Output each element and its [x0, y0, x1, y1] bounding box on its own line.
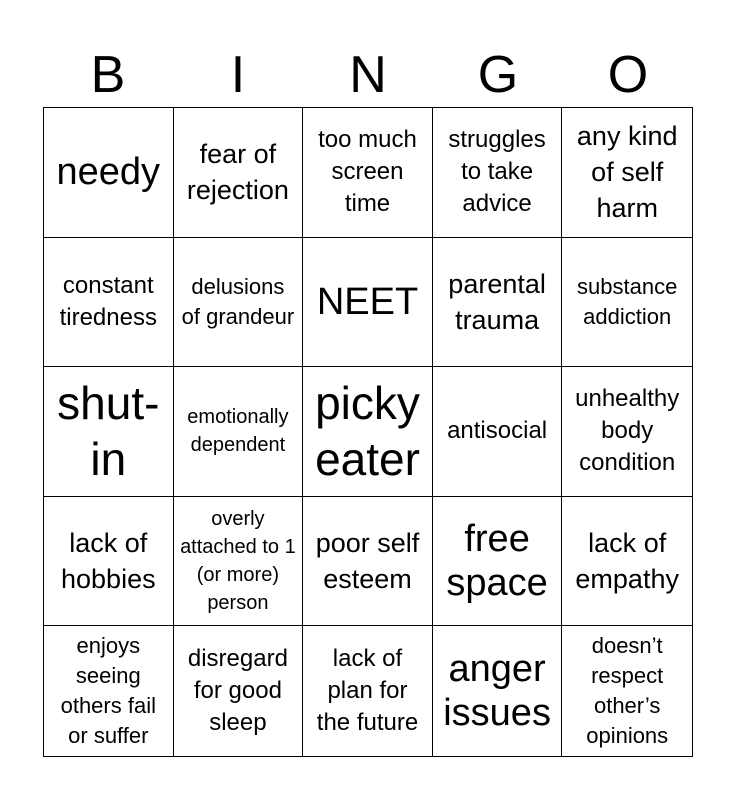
bingo-cell[interactable]	[303, 238, 433, 368]
header-letter-n: N	[349, 46, 387, 104]
cell-label: disregard for good sleep	[187, 645, 288, 737]
cell-label: emotionally dependent	[187, 406, 289, 457]
bingo-cell[interactable]	[562, 626, 692, 756]
bingo-cell[interactable]	[44, 626, 174, 756]
bingo-cell[interactable]	[433, 238, 563, 368]
bingo-cell[interactable]	[174, 497, 304, 627]
bingo-cell[interactable]	[44, 238, 174, 368]
cell-label: constant tiredness	[59, 271, 157, 331]
cell-label: too much screen time	[318, 126, 417, 218]
bingo-cell[interactable]	[562, 367, 692, 497]
cell-label: fear of rejection	[186, 139, 289, 206]
bingo-cell[interactable]	[433, 367, 563, 497]
bingo-cell[interactable]	[562, 497, 692, 627]
bingo-cell[interactable]	[44, 108, 174, 238]
cell-label: anger issues	[443, 648, 551, 735]
header-letter-o: O	[607, 46, 649, 104]
bingo-board	[43, 107, 693, 757]
bingo-cell[interactable]	[433, 108, 563, 238]
cell-label: any kind of self harm	[576, 121, 678, 224]
bingo-cell[interactable]	[174, 626, 304, 756]
bingo-cell[interactable]	[174, 108, 304, 238]
bingo-cell[interactable]	[303, 108, 433, 238]
cell-label: needy	[56, 151, 161, 194]
cell-label: antisocial	[447, 417, 548, 445]
cell-label: lack of empathy	[575, 528, 679, 595]
free-space-cell[interactable]	[433, 497, 563, 627]
bingo-cell[interactable]	[562, 238, 692, 368]
cell-label: unhealthy body condition	[575, 385, 680, 477]
bingo-cell[interactable]	[433, 626, 563, 756]
bingo-cell[interactable]	[562, 108, 692, 238]
cell-label: lack of hobbies	[61, 528, 156, 595]
cell-label: lack of plan for the future	[316, 645, 419, 737]
bingo-cell[interactable]	[303, 367, 433, 497]
cell-label: poor self esteem	[315, 528, 420, 595]
header-letter-g: G	[477, 46, 519, 104]
cell-label: doesn’t respect other’s opinions	[586, 633, 669, 749]
bingo-cell[interactable]	[44, 497, 174, 627]
header-letter-i: I	[230, 46, 246, 104]
cell-label: enjoys seeing others fail or suffer	[60, 633, 156, 749]
bingo-cell[interactable]	[303, 497, 433, 627]
bingo-header	[43, 42, 693, 108]
bingo-cell[interactable]	[303, 626, 433, 756]
cell-label: NEET	[316, 280, 419, 323]
cell-label: substance addiction	[577, 273, 678, 329]
cell-label: overly attached to 1 (or more) person	[180, 508, 296, 615]
cell-label: parental trauma	[448, 268, 546, 335]
cell-label: free space	[446, 518, 548, 605]
cell-label: struggles to take advice	[448, 126, 546, 218]
header-letter-b: B	[90, 46, 126, 104]
bingo-cell[interactable]	[174, 238, 304, 368]
cell-label: picky eater	[315, 377, 420, 486]
cell-label: delusions of grandeur	[181, 273, 295, 329]
cell-label: shut-in	[57, 377, 160, 486]
bingo-cell[interactable]	[174, 367, 304, 497]
bingo-cell[interactable]	[44, 367, 174, 497]
